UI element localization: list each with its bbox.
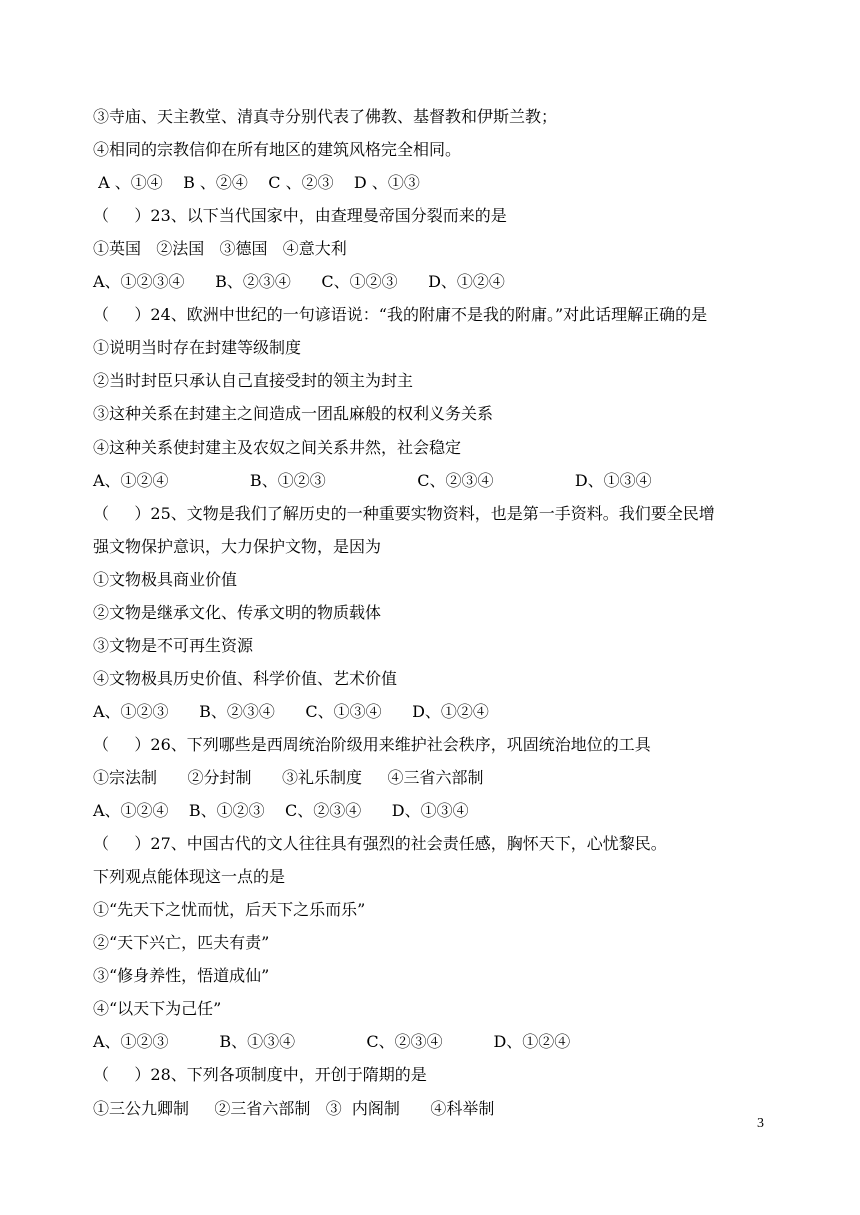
text-line: ②文物是继承文化、传承文明的物质载体 (93, 603, 382, 622)
text-line: （ ）27、中国古代的文人往往具有强烈的社会责任感，胸怀天下，心忧黎民。 (93, 834, 667, 853)
text-line: （ ）23、以下当代国家中，由查理曼帝国分裂而来的是 (93, 206, 507, 225)
text-line: A、①②④ B、①②③ C、②③④ D、①③④ (93, 801, 469, 820)
text-line: ①文物极具商业价值 (93, 570, 238, 589)
text-line: ①说明当时存在封建等级制度 (93, 338, 302, 357)
text-line: ①宗法制 ②分封制 ③礼乐制度 ④三省六部制 (93, 768, 484, 787)
text-line: ③这种关系在封建主之间造成一团乱麻般的权利义务关系 (93, 404, 494, 423)
text-line: （ ）26、下列哪些是西周统治阶级用来维护社会秩序，巩固统治地位的工具 (93, 735, 651, 754)
text-line: ②当时封臣只承认自己直接受封的领主为封主 (93, 371, 414, 390)
text-line: （ ）25、文物是我们了解历史的一种重要实物资料，也是第一手资料。我们要全民增 (93, 504, 715, 523)
text-line: ④“以天下为己任” (93, 999, 222, 1018)
text-line: ④这种关系使封建主及农奴之间关系井然，社会稳定 (93, 438, 462, 457)
text-line: ③“修身养性，悟道成仙” (93, 966, 270, 985)
text-line: A、①②③ B、①③④ C、②③④ D、①②④ (93, 1032, 571, 1051)
text-line: （ ）24、欧洲中世纪的一句谚语说：“我的附庸不是我的附庸。”对此话理解正确的是 (93, 305, 708, 324)
text-line: A、①②③ B、②③④ C、①③④ D、①②④ (93, 702, 489, 721)
text-line: （ ）28、下列各项制度中，开创于隋期的是 (93, 1065, 427, 1084)
text-line: A、①②③④ B、②③④ C、①②③ D、①②④ (93, 272, 505, 291)
text-line: ①英国 ②法国 ③德国 ④意大利 (93, 239, 347, 258)
text-line: 强文物保护意识，大力保护文物，是因为 (93, 537, 382, 556)
page-number: 3 (757, 1116, 764, 1131)
text-line: ①三公九卿制 ②三省六部制 ③ 内阁制 ④科举制 (93, 1099, 495, 1118)
text-line: ①“先天下之忧而忧，后天下之乐而乐” (93, 900, 366, 919)
text-line: A 、①④ B 、②④ C 、②③ D 、①③ (93, 173, 420, 192)
text-line: ④文物极具历史价值、科学价值、艺术价值 (93, 669, 398, 688)
text-line: 下列观点能体现这一点的是 (93, 867, 286, 886)
text-line: ③寺庙、天主教堂、清真寺分别代表了佛教、基督教和伊斯兰教； (93, 107, 558, 126)
text-line: ③文物是不可再生资源 (93, 636, 254, 655)
text-line: ②“天下兴亡，匹夫有责” (93, 933, 270, 952)
text-line: A、①②④ B、①②③ C、②③④ D、①③④ (93, 471, 652, 490)
text-line: ④相同的宗教信仰在所有地区的建筑风格完全相同。 (93, 140, 462, 159)
